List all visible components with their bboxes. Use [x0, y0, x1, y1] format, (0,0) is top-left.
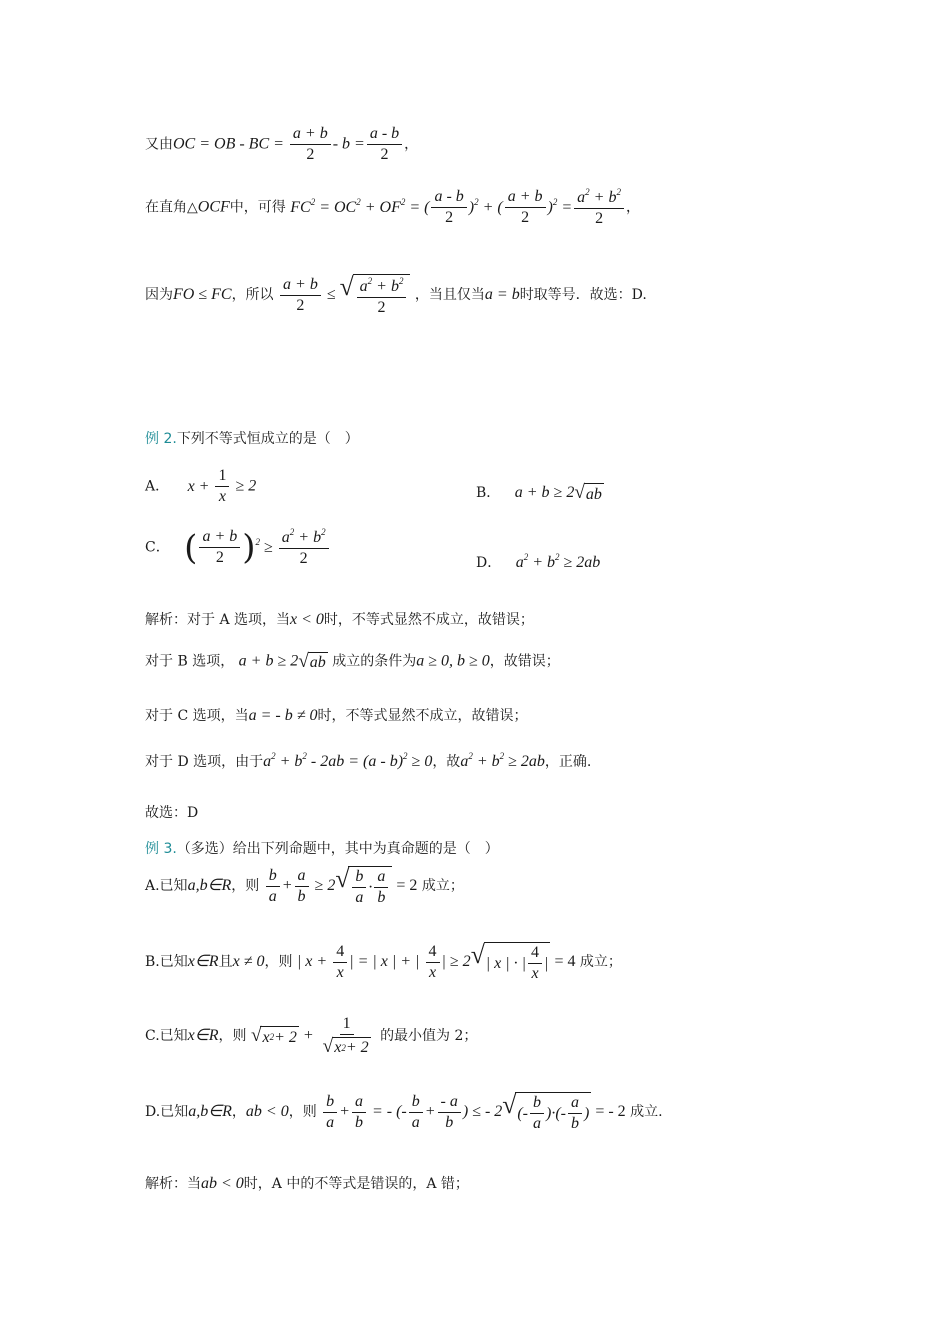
- option-label: A．: [145, 478, 170, 495]
- ex3-solution-line: [145, 1176, 469, 1192]
- formula: x∈R: [187, 1027, 219, 1045]
- text: 对于 C 选项，当: [145, 708, 249, 724]
- solution-line-1: [145, 612, 534, 628]
- option-c: C． ( $\frac{a + b}{2}$ )$^2$ ≥ $\frac{a^2 + b^2}{2}$: [145, 528, 331, 567]
- text: ，故: [432, 754, 461, 770]
- formula: 2ab: [576, 554, 601, 571]
- text: ，所以: [231, 287, 274, 303]
- text: 时，不等式显然不成立，故错误；: [323, 612, 534, 628]
- fraction-mean: $\frac{a + b}{2}$: [280, 277, 321, 314]
- text: 对于 D 选项，由于: [145, 754, 264, 770]
- text: ，则: [218, 1028, 247, 1045]
- formula-fc-squared: $FC^2 = OC^2 + OF^2$ = (: [290, 196, 430, 216]
- example-3-heading: [145, 842, 499, 856]
- formula: a,b∈R: [187, 877, 232, 894]
- text: 在直角△: [145, 199, 198, 216]
- formula-oc: OC = OB - BC =: [173, 135, 288, 153]
- sqrt-quadratic-mean: √ $\frac{a^2 + b^2}{2}$: [340, 274, 411, 316]
- ex3-option-a: A.已知a,b∈R，则 $\frac{b}{a}$ + $\frac{a}{b}$ ≥ 2 √ $\frac{b}{a}$ · $\frac{a}{b}$ = 2 成立；: [145, 864, 464, 906]
- text: 成立.: [630, 1104, 663, 1120]
- answer-line: [145, 806, 198, 820]
- question-text: 下列不等式恒成立的是（ ）: [176, 431, 359, 447]
- option-b: [476, 482, 604, 504]
- formula: x∈R: [187, 953, 219, 970]
- fraction-a-plus-b-over-2: $\frac{a + b}{2}$: [290, 126, 331, 163]
- answer-text: 故选：D: [145, 805, 199, 821]
- text: D.已知: [145, 1104, 189, 1120]
- text: ，故错误；: [489, 653, 560, 670]
- option-d: D． $a^2 + b^2 \ge 2ab$: [476, 552, 601, 571]
- text: C.已知: [145, 1028, 188, 1045]
- formula: x < 0: [290, 611, 324, 628]
- option-a: A． x + $\frac{1}{x}$ ≥ 2: [145, 467, 257, 505]
- text: 时，A 中的不等式是错误的，A 错；: [243, 1176, 469, 1192]
- text: ，则: [288, 1104, 317, 1120]
- formula: a ≥ 0, b ≥ 0: [416, 652, 490, 670]
- text: 中，可得: [229, 199, 286, 216]
- example-label: 例 2.: [145, 431, 177, 447]
- triangle-name: OCF: [197, 198, 230, 216]
- formula: a,b∈R: [188, 1103, 232, 1120]
- derivation-line-conclusion: 因为FO ≤ FC，所以 $\frac{a + b}{2}$ ≤ √ $\frac{a^2 + b^2}{2}$ ，当且仅当a = b时取等号．故选：D.: [145, 272, 647, 316]
- solution-line-4: 对于 D 选项，由于$a^2 + b^2 - 2ab = (a - b)^2 \ge 0$，故$a^2 + b^2 \ge 2ab$，正确.: [145, 751, 592, 770]
- text: 成立；: [421, 878, 464, 894]
- text: 的最小值为 2；: [380, 1028, 478, 1045]
- example-label: 例 3.: [145, 841, 177, 857]
- option-label: B．: [476, 485, 501, 501]
- formula: a + b ≥ 2: [514, 484, 575, 501]
- derivation-line-oc: 又由OC = OB - BC = $\frac{a + b}{2}$ - b = $\frac{a - b}{2}$ ，: [145, 125, 419, 163]
- solution-line-2: 对于 B 选项， a + b ≥ 2 √ ab 成立的条件为a ≥ 0, b ≥ 0，故错误；: [145, 651, 560, 672]
- derivation-line-fc: 在直角△OCF中，可得 $FC^2 = OC^2 + OF^2$ = ( $\frac{a - b}{2}$ )$^2$ + ( $\frac{a + b}{2}$ )$^2$ = $\frac{a^2 + b^2}{2}$ ，: [145, 187, 640, 227]
- text: ，则: [264, 954, 293, 970]
- formula: ab < 0: [201, 1175, 244, 1192]
- option-label: C．: [145, 539, 170, 556]
- text: 且: [218, 954, 233, 970]
- ex3-option-c: C.已知x∈R，则 √ x 2 + 2 + 1 √ x 2 + 2 的最小值为 2；: [145, 1015, 478, 1057]
- text: B.已知: [145, 954, 188, 970]
- text: 因为: [145, 287, 173, 303]
- text: 解析：对于 A 选项，当: [145, 612, 291, 628]
- text: 时，不等式显然不成立，故错误；: [317, 708, 528, 724]
- formula: ab < 0: [245, 1103, 289, 1120]
- question-text: （多选）给出下列命题中，其中为真命题的是（ ）: [176, 841, 499, 857]
- formula: $a^2 + b^2 - 2ab = (a - b)^2 \ge 0$: [263, 751, 433, 770]
- formula-fo-le-fc: FO ≤ FC: [173, 286, 232, 303]
- text: 又由: [145, 136, 173, 153]
- text: 对于 B 选项，: [145, 653, 235, 670]
- fraction-a-minus-b-over-2: $\frac{a - b}{2}$: [367, 126, 402, 163]
- sqrt-ab: √ ab: [574, 481, 602, 503]
- formula: a = - b ≠ 0: [248, 707, 318, 724]
- text: 成立；: [579, 954, 622, 970]
- text: 解析：当: [145, 1176, 201, 1192]
- solution-line-3: [145, 708, 528, 724]
- formula: x ≠ 0: [232, 953, 265, 970]
- text: ，正确.: [544, 754, 592, 770]
- fraction-one-over-x: $\frac{1}{x}$: [215, 468, 229, 505]
- formula-a-eq-b: a = b: [484, 286, 520, 303]
- ex3-option-d: D.已知a,b∈R，ab < 0，则 $\frac{b}{a}$ + $\frac{a}{b}$ = - (- $\frac{b}{a}$ + $\frac{- a}{b}$ ) ≤ - 2 √ (- $\frac{b}{a}$ )·(- $\frac{a}{b}$ ) = - 2 成立.: [145, 1090, 663, 1132]
- option-label: D．: [476, 555, 502, 571]
- text: A.已知: [145, 878, 188, 894]
- example-2-heading: [145, 432, 359, 446]
- text: ，则: [231, 878, 260, 894]
- text: ，当且仅当: [414, 287, 485, 303]
- text: 时取等号．故选：D.: [519, 287, 647, 303]
- text: 成立的条件为: [332, 653, 417, 670]
- ex3-option-b: B.已知x∈R且x ≠ 0，则 | x + $\frac{4}{x}$ | = | x | + | $\frac{4}{x}$ | ≥ 2 √ | x | · | $\frac{4}{x}$ | = 4 成立；: [145, 940, 622, 982]
